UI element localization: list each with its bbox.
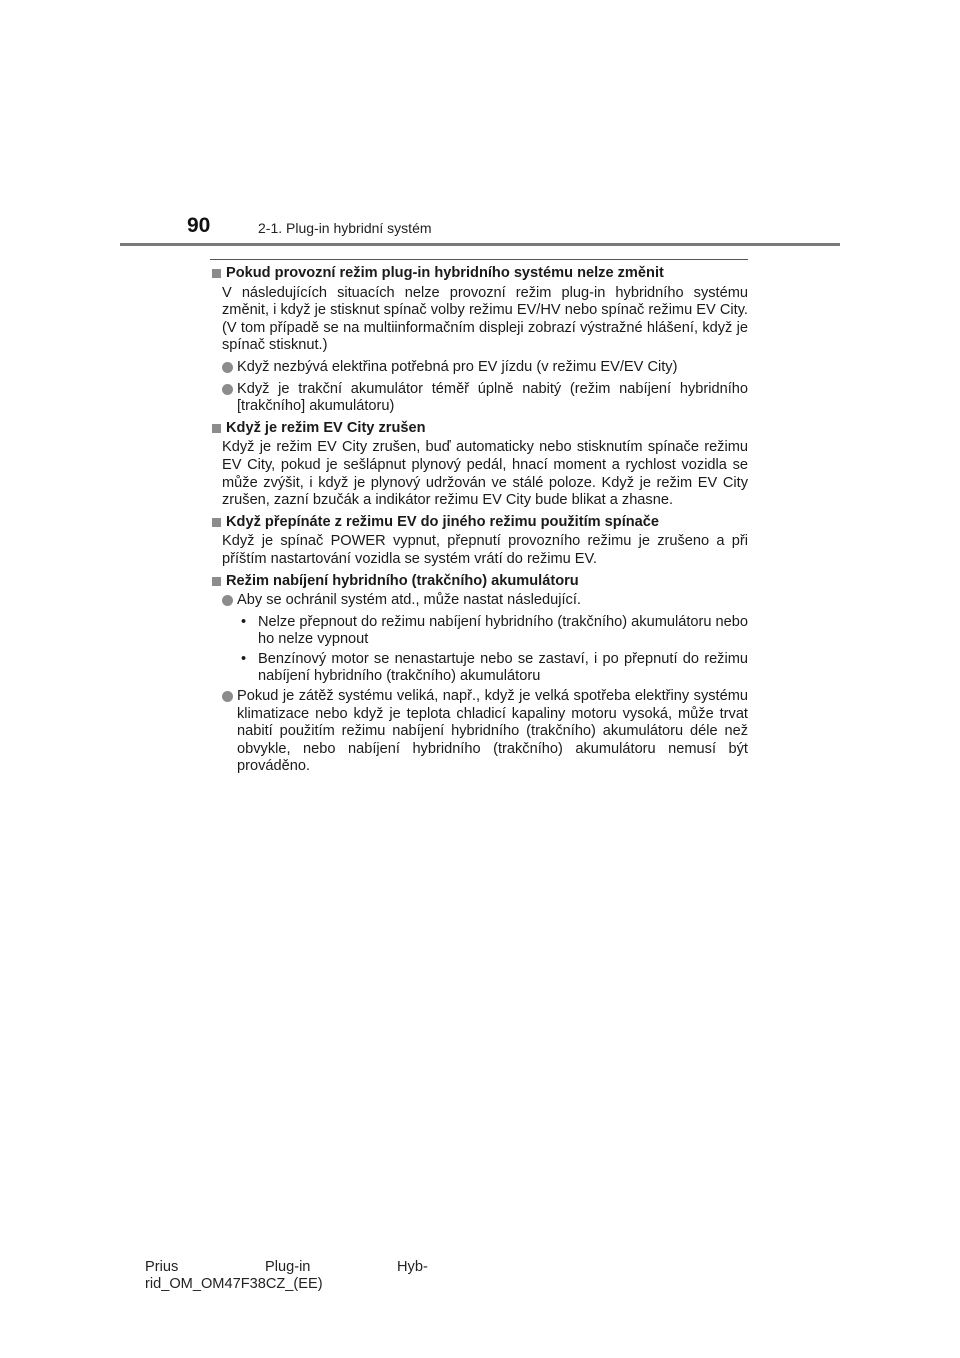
footer-doc-code [145, 1259, 445, 1293]
footer-line2: rid_OM_OM47F38CZ_(EE) [145, 1276, 323, 1292]
small-bullet-icon: • [241, 650, 247, 667]
section-paragraph: Když je spínač POWER vypnut, přepnutí provozního režimu je zrušeno a při příštím nastartování vozidla se systém vrátí do režimu EV. [222, 533, 748, 567]
list-item-text: Když nezbývá elektřina potřebná pro EV jízdu (v režimu EV/EV City) [237, 358, 678, 375]
sub-list-item [241, 614, 748, 649]
heading-text: Když je režim EV City zrušen [226, 419, 426, 436]
square-bullet-icon [212, 269, 221, 278]
list-item-text: Pokud je zátěž systému veliká, např., když je velká spotřeba elektřiny systému klimatizace nebo když je teplota chladicí kapaliny motoru vysoká, může trvat nabití použitím režimu nabíjení hybridního (trakčního) akumulátoru déle než obvykle, nebo nabíjení hybridního (trakčního) akumulátoru nemusí být prováděno. [237, 688, 748, 775]
page-number: 90 [187, 214, 211, 237]
section-paragraph: V následujících situacích nelze provozní režim plug-in hybridního systému změnit, i když je stisknut spínač volby režimu EV/HV nebo spínač režimu EV City. (V tom případě se na multiinformačním displeji zobrazí výstražné hlášení, když je spínač stisknut.) [222, 284, 748, 354]
small-bullet-icon: • [241, 613, 247, 630]
section-heading [210, 265, 748, 283]
list-item [222, 592, 748, 610]
list-item [222, 688, 748, 776]
circle-bullet-icon [222, 595, 233, 606]
content-rule [210, 259, 748, 260]
section-heading [210, 420, 748, 438]
list-item [222, 381, 748, 416]
circle-bullet-icon [222, 691, 233, 702]
sub-list-item [241, 651, 748, 686]
section-battery-charge-mode [210, 573, 748, 777]
heading-text: Režim nabíjení hybridního (trakčního) akumulátoru [226, 572, 579, 589]
square-bullet-icon [212, 518, 221, 527]
square-bullet-icon [212, 424, 221, 433]
circle-bullet-icon [222, 362, 233, 373]
section-switch-from-ev [210, 514, 748, 569]
section-heading [210, 573, 748, 591]
list-item-text: Aby se ochránil systém atd., může nastat následující. [237, 592, 581, 609]
heading-text: Když přepínáte z režimu EV do jiného režimu použitím spínače [226, 513, 660, 530]
footer-word-prius: Prius [145, 1259, 179, 1275]
section-ev-city-cancel [210, 420, 748, 510]
footer-word-hyb: Hyb- [397, 1259, 428, 1275]
list-item-text: Když je trakční akumulátor téměř úplně nabitý (režim nabíjení hybridního [trakčního] akumulátoru) [237, 380, 748, 415]
list-item [222, 359, 748, 377]
content-body [210, 265, 748, 780]
square-bullet-icon [212, 577, 221, 586]
section-mode-change [210, 265, 748, 416]
header-rule [120, 243, 840, 246]
sub-list-item-text: Nelze přepnout do režimu nabíjení hybridního (trakčního) akumulátoru nebo ho nelze vypnout [258, 613, 748, 648]
section-heading [210, 514, 748, 532]
footer-word-plugin: Plug-in [265, 1259, 311, 1275]
sub-list-item-text: Benzínový motor se nenastartuje nebo se zastaví, i po přepnutí do režimu nabíjení hybridního (trakčního) akumulátoru [258, 650, 748, 685]
circle-bullet-icon [222, 384, 233, 395]
section-paragraph: Když je režim EV City zrušen, buď automaticky nebo stisknutím spínače režimu EV City, pokud je sešlápnut plynový pedál, hnací moment a rychlost vozidla se může zvýšit, i když je plynový udržován ve stálé poloze. Když je režim EV City zrušen, zazní bzučák a indikátor režimu EV City bude blikat a zhasne. [222, 439, 748, 509]
section-title: 2-1. Plug-in hybridní systém [258, 220, 432, 236]
heading-text: Pokud provozní režim plug-in hybridního systému nelze změnit [226, 265, 664, 281]
